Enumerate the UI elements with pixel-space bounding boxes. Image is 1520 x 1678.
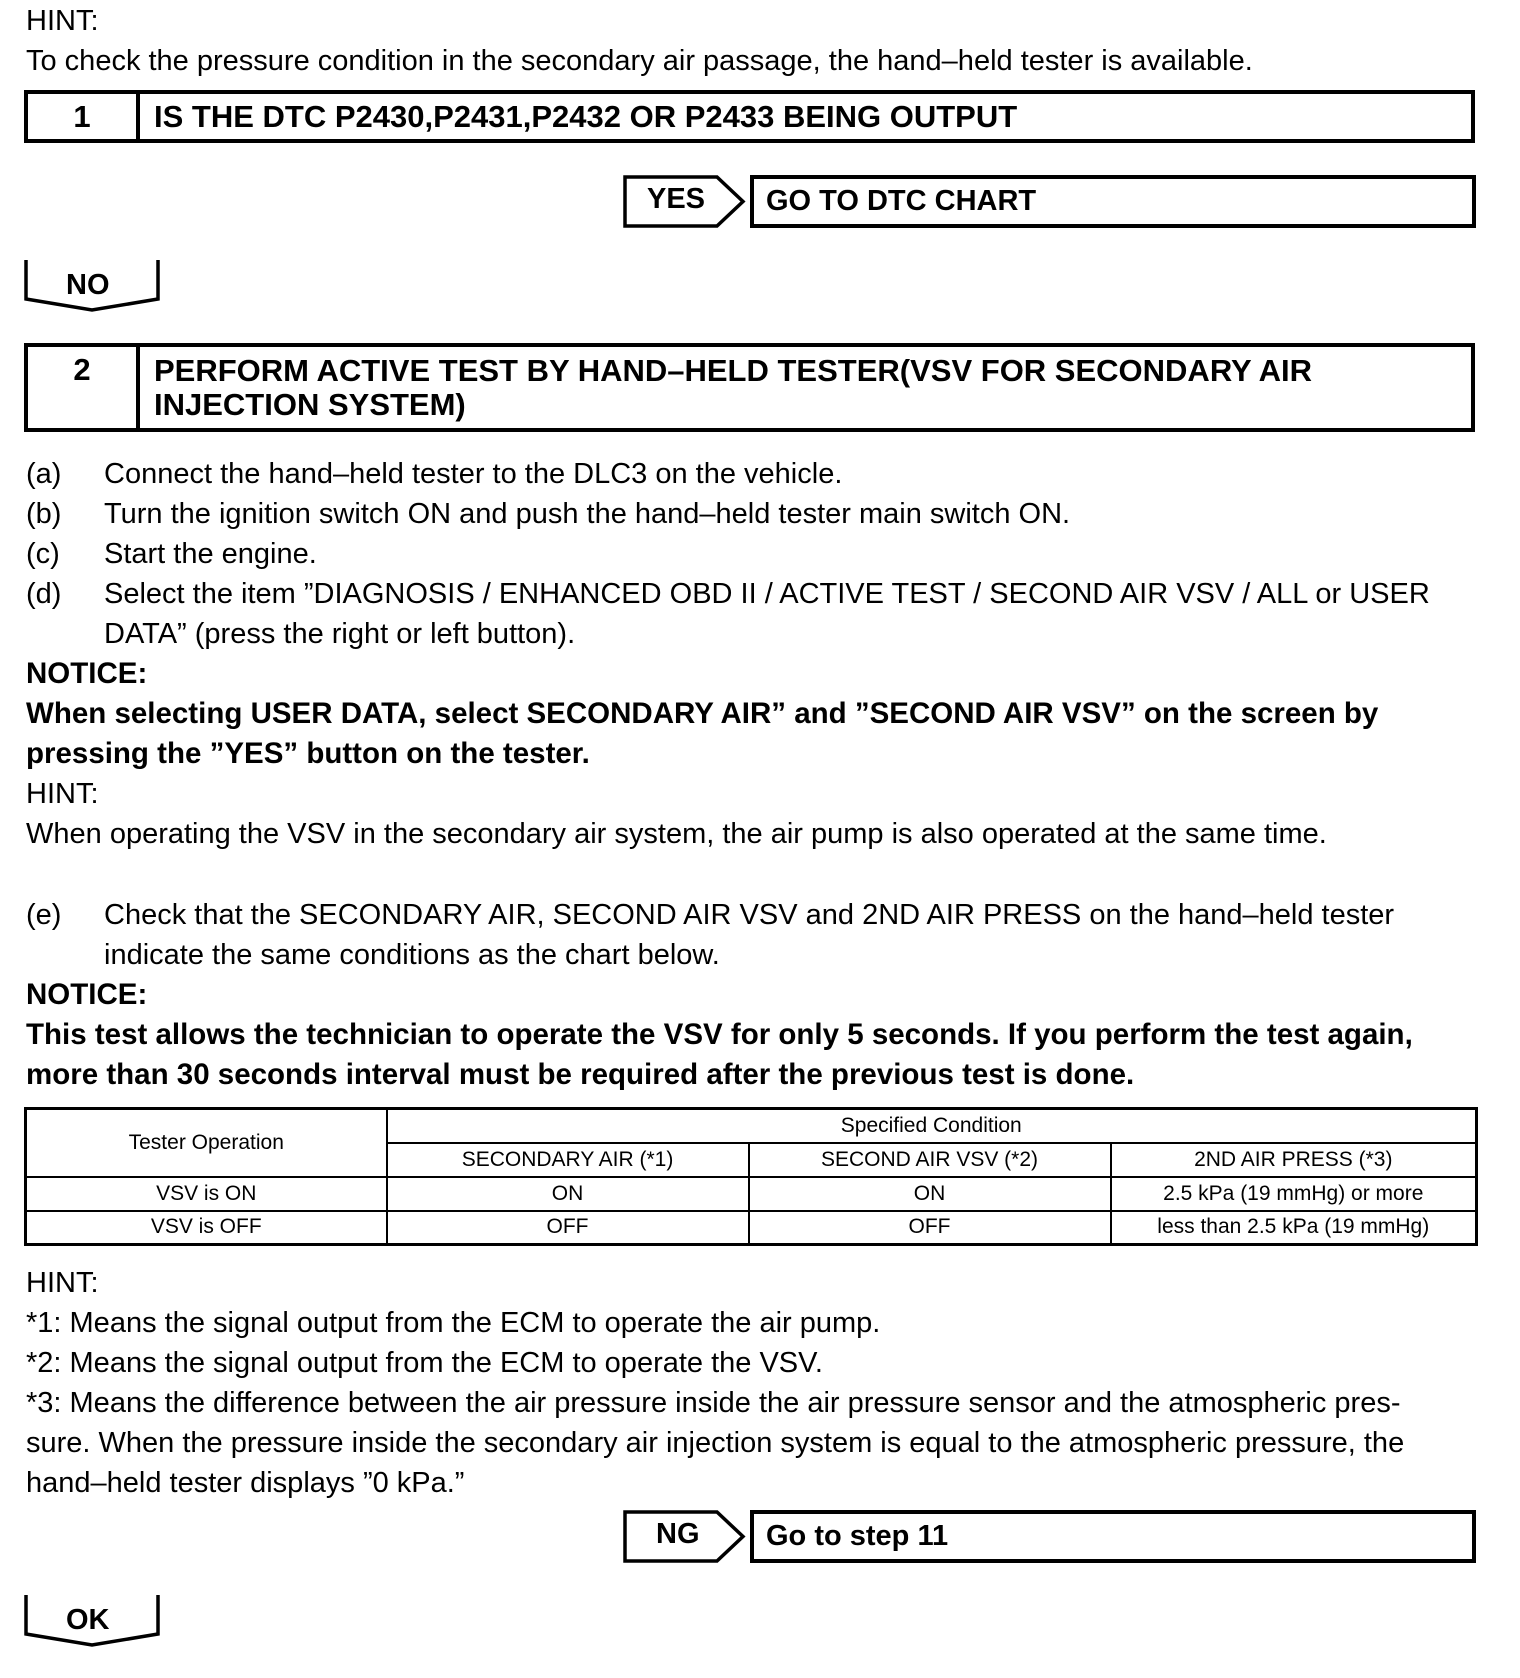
notice-2-line1: This test allows the technician to operate the VSV for only 5 seconds. If you perform the test again,	[26, 1018, 1413, 1051]
hint-1-text: When operating the VSV in the secondary air system, the air pump is also operated at the same time.	[26, 818, 1327, 850]
step-2-title-line1: PERFORM ACTIVE TEST BY HAND–HELD TESTER(VSV FOR SECONDARY AIR	[154, 353, 1313, 388]
table-row	[26, 1211, 1477, 1245]
col-header-second-air-vsv: SECOND AIR VSV (*2)	[749, 1143, 1111, 1177]
table-cell: less than 2.5 kPa (19 mmHg)	[1111, 1211, 1477, 1245]
list-item-mark: (b)	[26, 498, 62, 530]
no-label: NO	[66, 269, 110, 301]
list-item-mark: (a)	[26, 458, 62, 490]
notice-2-line2: more than 30 seconds interval must be required after the previous test is done.	[26, 1058, 1135, 1091]
list-item-text: Turn the ignition switch ON and push the hand–held tester main switch ON.	[104, 498, 1071, 530]
footnote-3-line2: sure. When the pressure inside the secondary air injection system is equal to the atmospheric pressure, the	[26, 1427, 1405, 1459]
col-header-specified-condition: Specified Condition	[387, 1109, 1477, 1143]
step-2-title-line2: INJECTION SYSTEM)	[154, 387, 466, 422]
table-cell: ON	[387, 1177, 749, 1211]
table-cell: OFF	[387, 1211, 749, 1245]
table-cell: ON	[749, 1177, 1111, 1211]
intro-hint-label: HINT:	[26, 5, 99, 37]
table-row	[26, 1177, 1477, 1211]
step-1-header	[24, 90, 1475, 143]
ng-label: NG	[656, 1518, 700, 1550]
list-item-text-line1: Check that the SECONDARY AIR, SECOND AIR VSV and 2ND AIR PRESS on the hand–held tester	[104, 899, 1395, 931]
footnote-3-line1: *3: Means the difference between the air pressure inside the air pressure sensor and the atmospheric pres-	[26, 1387, 1401, 1419]
col-header-secondary-air: SECONDARY AIR (*1)	[387, 1143, 749, 1177]
intro-hint-text: To check the pressure condition in the secondary air passage, the hand–held tester is available.	[26, 45, 1253, 77]
list-item-text-line2: DATA” (press the right or left button).	[104, 618, 576, 650]
yes-label: YES	[647, 183, 706, 215]
notice-2-label: NOTICE:	[26, 978, 148, 1011]
col-header-2nd-air-press: 2ND AIR PRESS (*3)	[1111, 1143, 1477, 1177]
notice-1-line2: pressing the ”YES” button on the tester.	[26, 737, 590, 770]
go-to-dtc-chart-box[interactable]: GO TO DTC CHART	[750, 175, 1476, 228]
footnote-3-line3: hand–held tester displays ”0 kPa.”	[26, 1467, 465, 1499]
list-item-mark: (e)	[26, 899, 62, 931]
footnote-1: *1: Means the signal output from the ECM to operate the air pump.	[26, 1307, 881, 1339]
notice-1-line1: When selecting USER DATA, select SECONDARY AIR” and ”SECOND AIR VSV” on the screen by	[26, 697, 1379, 730]
notice-1-label: NOTICE:	[26, 657, 148, 690]
ok-label: OK	[66, 1604, 110, 1636]
step-1-number: 1	[28, 94, 140, 139]
footnote-2: *2: Means the signal output from the ECM to operate the VSV.	[26, 1347, 823, 1379]
col-header-tester-operation: Tester Operation	[26, 1109, 387, 1177]
hint-1-label: HINT:	[26, 778, 99, 810]
step-2-header	[24, 343, 1475, 432]
table-cell: OFF	[749, 1211, 1111, 1245]
table-cell: 2.5 kPa (19 mmHg) or more	[1111, 1177, 1477, 1211]
table-header-row	[26, 1109, 1477, 1143]
list-item-text: Connect the hand–held tester to the DLC3 on the vehicle.	[104, 458, 843, 490]
step-2-number: 2	[28, 347, 140, 428]
table-cell: VSV is ON	[26, 1177, 387, 1211]
ok-tag	[24, 1593, 162, 1647]
list-item-mark: (c)	[26, 538, 60, 570]
yes-tag	[623, 175, 747, 228]
list-item-text-line2: indicate the same conditions as the chart below.	[104, 939, 720, 971]
specified-condition-table	[24, 1107, 1478, 1246]
go-to-step-11-box[interactable]: Go to step 11	[750, 1510, 1476, 1563]
no-tag	[24, 258, 162, 312]
list-item-text: Start the engine.	[104, 538, 317, 570]
table-cell: VSV is OFF	[26, 1211, 387, 1245]
list-item-mark: (d)	[26, 578, 62, 610]
ng-tag	[623, 1510, 747, 1563]
step-1-title: IS THE DTC P2430,P2431,P2432 OR P2433 BEING OUTPUT	[154, 99, 1018, 134]
hint-2-label: HINT:	[26, 1267, 99, 1299]
list-item-text-line1: Select the item ”DIAGNOSIS / ENHANCED OBD II / ACTIVE TEST / SECOND AIR VSV / ALL or USER	[104, 578, 1430, 610]
